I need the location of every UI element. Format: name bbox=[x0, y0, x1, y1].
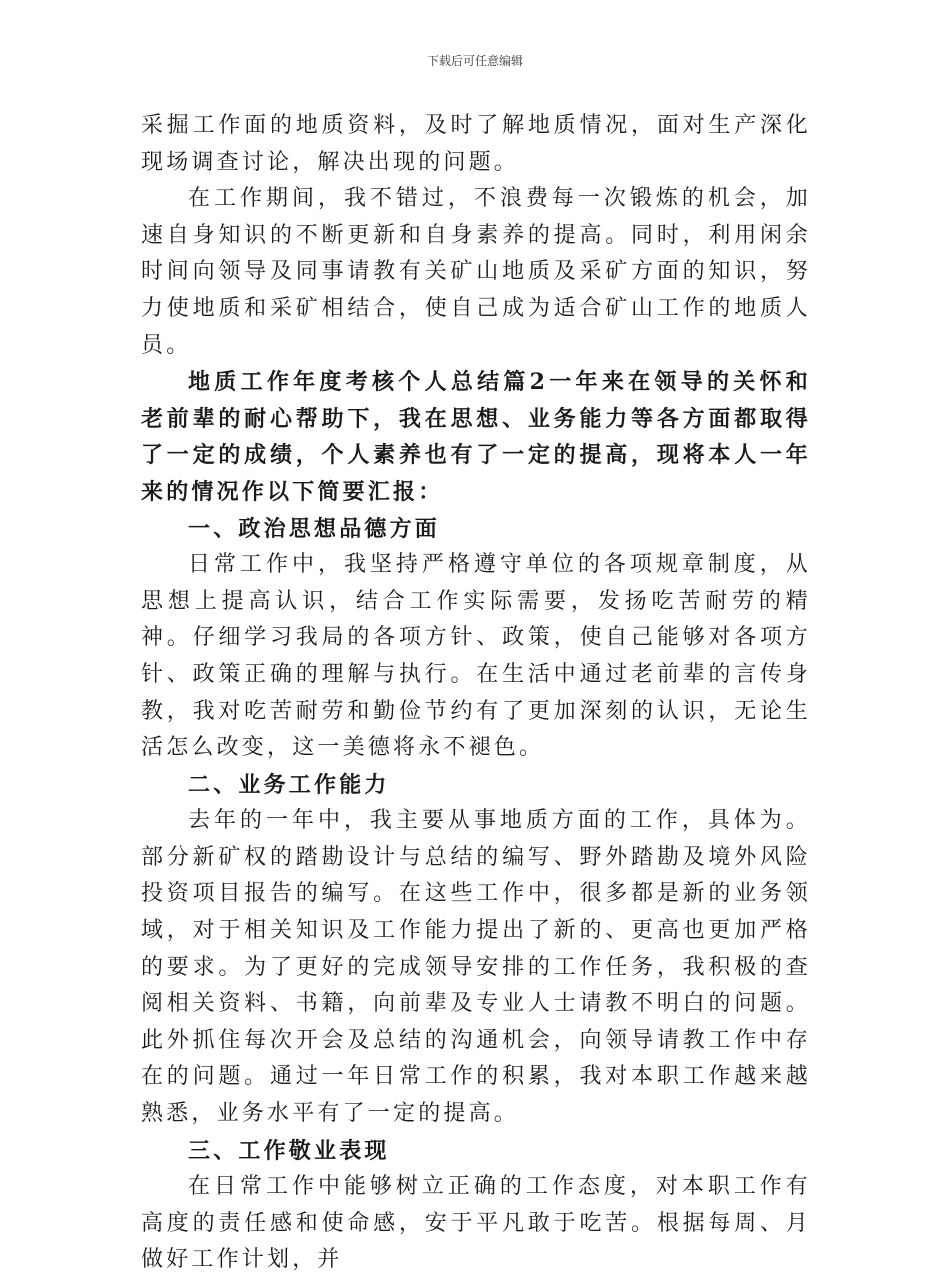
paragraph-continuation: 采掘工作面的地质资料，及时了解地质情况，面对生产深化现场调查讨论，解决出现的问题。 bbox=[141, 113, 811, 175]
document-body bbox=[141, 108, 811, 1279]
page-header: 下载后可任意编辑 bbox=[426, 54, 523, 68]
paragraph-business-ability: 去年的一年中，我主要从事地质方面的工作，具体为。部分新矿权的踏勘设计与总结的编写、野外踏勘及境外风险投资项目报告的编写。在这些工作中，很多都是新的业务领域，对于相关知识及工作能力提出了新的、更高也更加严格的要求。为了更好的完成领导安排的工作任务，我积极的查阅相关资料、书籍，向前辈及专业人士请教不明白的问题。此外抓住每次开会及总结的沟通机会，向领导请教工作中存在的问题。通过一年日常工作的积累，我对本职工作越来越熟悉，业务水平有了一定的提高。 bbox=[141, 808, 811, 1127]
heading-political-ideology: 一、政治思想品德方面 bbox=[188, 515, 441, 542]
heading-work-dedication: 三、工作敬业表现 bbox=[188, 1137, 390, 1164]
section-intro-bold: 地质工作年度考核个人总结篇2一年来在领导的关怀和老前辈的耐心帮助下，我在思想、业务能力等各方面都取得了一定的成绩，个人素养也有了一定的提高，现将本人一年来的情况作以下简要汇报： bbox=[141, 369, 811, 505]
paragraph-political-ideology: 日常工作中，我坚持严格遵守单位的各项规章制度，从思想上提高认识，结合工作实际需要，发扬吃苦耐劳的精神。仔细学习我局的各项方针、政策，使自己能够对各项方针、政策正确的理解与执行。在生活中通过老前辈的言传身教，我对吃苦耐劳和勤俭节约有了更加深刻的认识，无论生活怎么改变，这一美德将永不褪色。 bbox=[141, 552, 811, 761]
heading-business-ability: 二、业务工作能力 bbox=[188, 771, 390, 798]
paragraph-work-dedication: 在日常工作中能够树立正确的工作态度，对本职工作有高度的责任感和使命感，安于平凡敢于吃苦。根据每周、月做好工作计划，并 bbox=[141, 1174, 811, 1273]
paragraph-self-learning: 在工作期间，我不错过，不浪费每一次锻炼的机会，加速自身知识的不断更新和自身素养的提高。同时，利用闲余时间向领导及同事请教有关矿山地质及采矿方面的知识，努力使地质和采矿相结合，使自己成为适合矿山工作的地质人员。 bbox=[141, 186, 811, 358]
